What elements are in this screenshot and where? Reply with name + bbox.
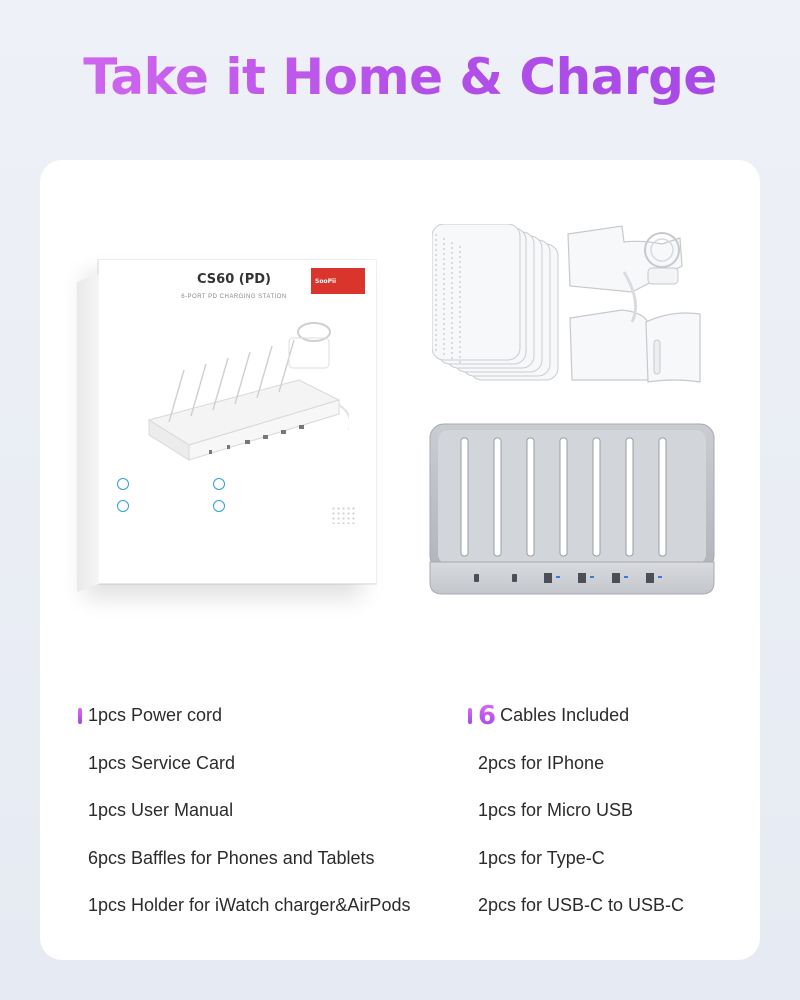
- accent-bar-icon: [78, 708, 82, 724]
- accent-bar-icon: [468, 708, 472, 724]
- list-item-text: 2pcs for IPhone: [478, 752, 605, 773]
- cables-heading: [478, 692, 684, 740]
- watch-holder-image: [562, 222, 712, 392]
- contents-card: [40, 160, 760, 960]
- product-box-image: [98, 260, 376, 584]
- cable-count: 6: [478, 700, 497, 731]
- feature-circle-icon: [117, 478, 129, 490]
- box-feature: [117, 478, 213, 490]
- list-item-text: 1pcs Service Card: [88, 752, 236, 773]
- box-model-title: CS60 (PD): [197, 272, 271, 287]
- cables-list: [478, 692, 684, 930]
- cables-heading-text: Cables Included: [500, 705, 630, 726]
- box-feature: [117, 500, 213, 512]
- list-item-text: 1pcs for Type-C: [478, 847, 605, 868]
- list-item: [88, 740, 410, 788]
- feature-circle-icon: [213, 500, 225, 512]
- list-item: [88, 835, 410, 883]
- list-item-text: 1pcs Power cord: [88, 705, 223, 726]
- box-side-panel: [77, 274, 99, 592]
- feature-circle-icon: [117, 500, 129, 512]
- box-feature: [213, 500, 309, 512]
- brand-logo: [311, 268, 365, 294]
- list-item-text: 1pcs for Micro USB: [478, 800, 634, 821]
- feature-circle-icon: [213, 478, 225, 490]
- list-item: [88, 692, 410, 740]
- list-item: [478, 787, 684, 835]
- brand-logo-text: SooPii: [315, 277, 337, 285]
- box-dot-pattern: [331, 506, 357, 524]
- box-feature: [213, 478, 309, 490]
- list-item: [88, 787, 410, 835]
- page-headline: Take it Home & Charge: [0, 48, 800, 106]
- list-item: [478, 835, 684, 883]
- list-item-text: 6pcs Baffles for Phones and Tablets: [88, 847, 375, 868]
- charging-station-image: [428, 422, 718, 602]
- list-item: [478, 740, 684, 788]
- list-item-text: 1pcs Holder for iWatch charger&AirPods: [88, 895, 411, 916]
- box-station-illustration: [139, 310, 349, 470]
- box-feature-icons: [117, 478, 317, 522]
- box-subtitle: 6-PORT PD CHARGING STATION: [181, 294, 287, 300]
- baffle-set-image: [432, 224, 562, 384]
- list-item: [478, 882, 684, 930]
- list-item-text: 1pcs User Manual: [88, 800, 234, 821]
- list-item: [88, 882, 410, 930]
- list-item-text: 2pcs for USB-C to USB-C: [478, 895, 685, 916]
- included-items-list: [88, 692, 410, 930]
